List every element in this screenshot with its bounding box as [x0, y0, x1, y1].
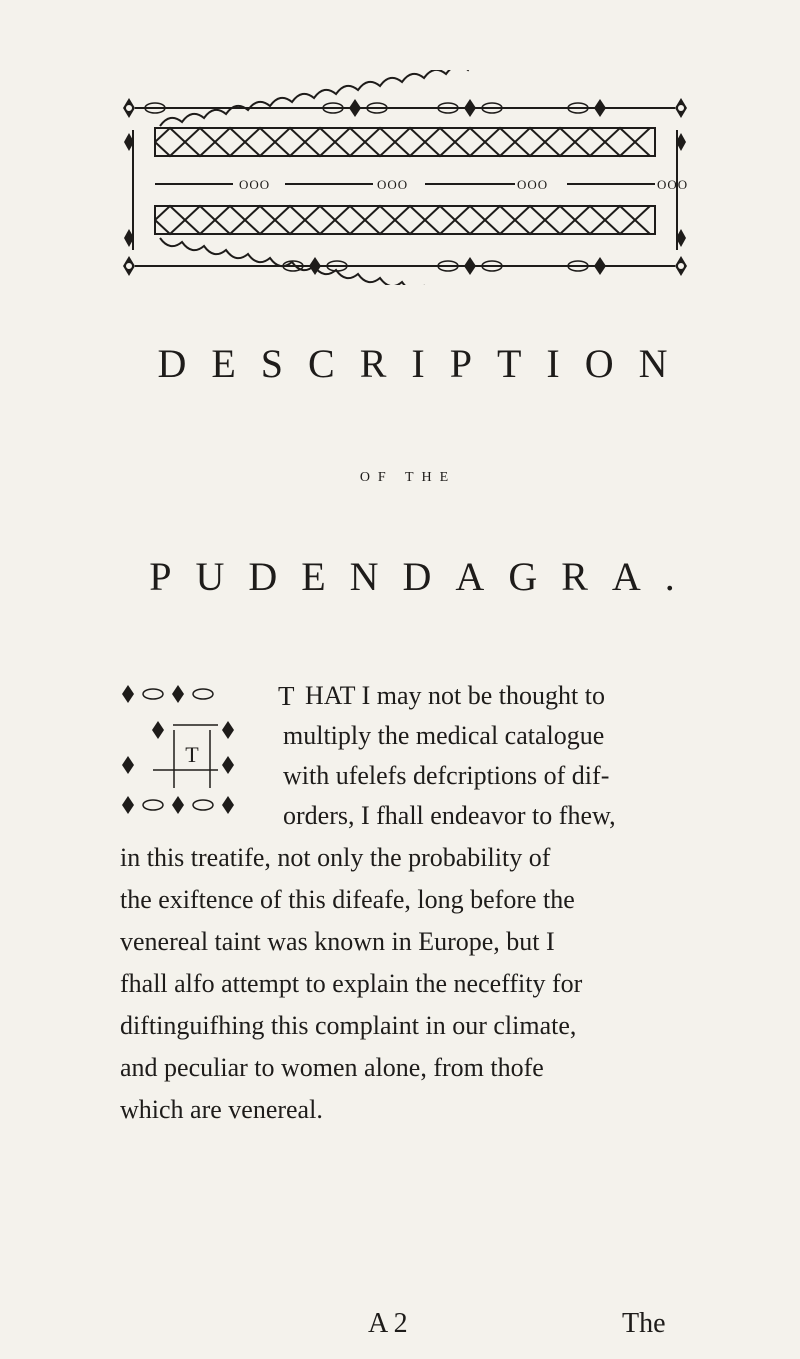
ornament-mark: OOO: [657, 177, 689, 192]
text-line: and peculiar to women alone, from thofe: [120, 1053, 544, 1082]
text-line: orders, I fhall endeavor to fhew,: [283, 801, 616, 830]
text-line: which are venereal.: [120, 1095, 323, 1124]
ornament-mark: OOO: [377, 177, 409, 192]
subject-heading: PUDENDAGRA.: [149, 554, 699, 599]
text-line: HAT I may not be thought to: [305, 681, 605, 710]
dropcap-inner-letter: T: [185, 742, 199, 767]
ornament-mark: OOO: [517, 177, 549, 192]
text-line: venereal taint was known in Europe, but I: [120, 927, 555, 956]
catchword: The: [622, 1308, 666, 1339]
signature-mark: A 2: [368, 1308, 408, 1339]
dropcap-ornament: [118, 670, 278, 820]
text-line: fhall alfo attempt to explain the neceffity for: [120, 969, 583, 998]
page-subtitle: OF THE: [359, 470, 457, 485]
text-line: diftinguifhing this complaint in our climate,: [120, 1011, 577, 1040]
dropcap-letter: T: [278, 681, 295, 711]
text-line: multiply the medical catalogue: [283, 721, 605, 750]
text-line: the exiftence of this difeafe, long before the: [120, 885, 575, 914]
text-line: in this treatife, not only the probability of: [120, 843, 551, 872]
page-title: DESCRIPTION: [157, 341, 693, 386]
headpiece-ornament: [115, 70, 695, 285]
ornament-mark: OOO: [239, 177, 271, 192]
text-line: with ufelefs defcriptions of dif-: [283, 761, 610, 790]
